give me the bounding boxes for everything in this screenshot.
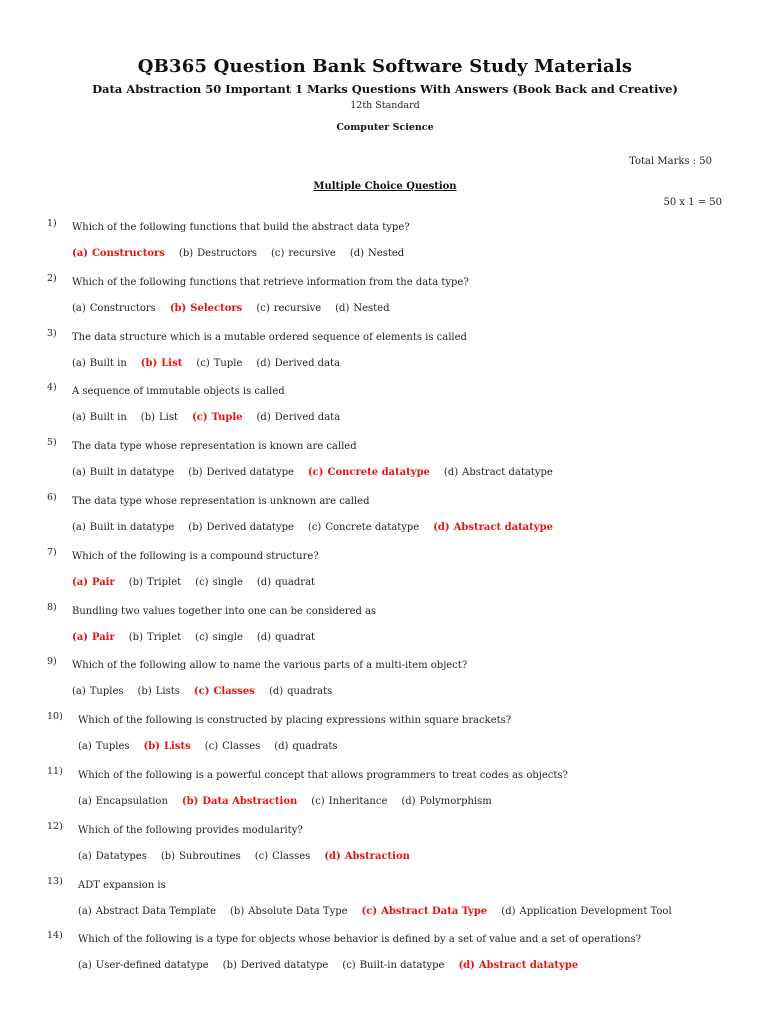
option-text: Tuple xyxy=(213,357,243,369)
option-text: recursive xyxy=(273,302,322,314)
section-title: Multiple Choice Question xyxy=(313,181,457,192)
question-number: 10) xyxy=(47,711,63,723)
question-text: Which of the following functions that retrieve information from the data type? xyxy=(72,276,469,288)
question-number: 1) xyxy=(47,218,57,229)
option-text: Application Development Tool xyxy=(519,905,672,917)
answer-option xyxy=(78,906,216,917)
answer-option xyxy=(350,248,404,259)
answer-option xyxy=(78,960,209,971)
question-options xyxy=(78,796,506,807)
option-label: (c) xyxy=(254,850,269,862)
option-label: (c) xyxy=(193,686,210,698)
page-subtitle: Data Abstraction 50 Important 1 Marks Questions With Answers (Book Back and Creative) xyxy=(92,82,678,96)
option-label: (d) xyxy=(401,796,416,807)
option-text: quadrat xyxy=(275,631,316,643)
answer-option xyxy=(311,796,387,807)
option-label: (a) xyxy=(72,357,86,369)
question-options xyxy=(72,632,329,643)
option-text: Lists xyxy=(155,686,180,698)
answer-option-correct xyxy=(362,906,488,917)
answer-option xyxy=(257,412,341,423)
option-text: Pair xyxy=(91,576,115,588)
option-label: (d) xyxy=(501,905,516,917)
question-options xyxy=(78,851,424,862)
question-text: A sequence of immutable objects is called xyxy=(72,386,285,398)
question-options xyxy=(78,960,592,971)
question-text: Bundling two values together into one can be considered as xyxy=(72,605,377,617)
option-text: recursive xyxy=(288,248,336,259)
question-number: 11) xyxy=(47,766,63,777)
answer-option xyxy=(72,358,127,369)
option-text: Absolute Data Type xyxy=(248,905,348,917)
question-number: 12) xyxy=(47,820,63,832)
option-text: Classes xyxy=(272,850,311,862)
option-label: (b) xyxy=(188,522,203,533)
option-label: (a) xyxy=(72,467,86,479)
option-text: Built in xyxy=(89,412,127,424)
answer-option-correct xyxy=(182,796,297,807)
question-number: 6) xyxy=(47,492,57,503)
option-text: quadrats xyxy=(287,686,333,698)
answer-option xyxy=(256,303,321,314)
question-number: 14) xyxy=(47,930,63,942)
answer-option xyxy=(72,467,174,478)
option-text: Derived datatype xyxy=(206,467,294,479)
answer-option-correct xyxy=(192,412,243,423)
answer-option xyxy=(78,851,147,862)
question-options xyxy=(78,741,352,752)
option-label: (d) xyxy=(335,302,350,314)
option-text: User-defined datatype xyxy=(95,960,209,972)
option-label: (b) xyxy=(178,248,194,259)
option-text: Classes xyxy=(213,686,255,698)
option-text: Nested xyxy=(368,248,405,259)
option-text: Constructors xyxy=(89,302,156,314)
question-text: The data type whose representation is known are called xyxy=(72,441,357,453)
answer-option-correct xyxy=(194,686,255,697)
answer-option xyxy=(72,412,127,423)
option-text: Pair xyxy=(91,631,115,643)
option-text: Abstract Data Type xyxy=(381,905,488,917)
option-label: (a) xyxy=(78,960,92,972)
question-text: Which of the following is a type for objects whose behavior is defined by a set of value and a set of operations? xyxy=(78,934,641,946)
option-text: Nested xyxy=(353,302,390,314)
option-label: (a) xyxy=(78,796,92,807)
option-label: (c) xyxy=(311,796,325,807)
option-label: (a) xyxy=(72,302,86,314)
option-label: (b) xyxy=(137,686,152,698)
answer-option-correct xyxy=(324,851,410,862)
option-text: quadrat xyxy=(275,576,316,588)
answer-option xyxy=(138,686,180,697)
option-label: (b) xyxy=(140,412,156,424)
question-options xyxy=(72,358,354,369)
option-label: (b) xyxy=(169,302,187,314)
option-label: (a) xyxy=(72,248,88,259)
question-text: The data structure which is a mutable ordered sequence of elements is called xyxy=(72,331,467,343)
option-text: Selectors xyxy=(190,302,243,314)
subject-label: Computer Science xyxy=(336,122,434,133)
question-text: Which of the following is constructed by placing expressions within square brackets? xyxy=(78,715,512,727)
option-text: Abstract datatype xyxy=(453,522,553,533)
option-label: (b) xyxy=(140,357,158,369)
option-text: Tuple xyxy=(211,412,243,424)
question-text: Which of the following is a compound structure? xyxy=(72,550,319,562)
answer-option xyxy=(271,248,336,259)
answer-option xyxy=(205,741,261,752)
option-text: Concrete datatype xyxy=(325,522,420,533)
option-text: Inheritance xyxy=(328,796,388,807)
question-options xyxy=(72,522,567,533)
question-options xyxy=(72,577,329,588)
option-label: (d) xyxy=(433,522,450,533)
option-label: (d) xyxy=(256,631,272,643)
option-text: quadrats xyxy=(292,741,338,753)
option-label: (d) xyxy=(256,357,271,369)
option-text: Abstract datatype xyxy=(462,467,553,479)
option-label: (d) xyxy=(349,248,365,259)
standard-label: 12th Standard xyxy=(350,100,420,111)
answer-option xyxy=(257,632,315,643)
answer-option xyxy=(129,632,181,643)
option-text: List xyxy=(161,357,183,369)
option-text: Derived datatype xyxy=(206,522,294,533)
question-number: 8) xyxy=(47,601,57,613)
option-text: Derived datatype xyxy=(240,960,329,972)
answer-option xyxy=(269,686,332,697)
option-label: (c) xyxy=(342,960,356,972)
option-text: Constructors xyxy=(91,248,165,259)
question-number: 9) xyxy=(47,656,57,668)
option-label: (c) xyxy=(307,522,322,533)
option-label: (b) xyxy=(181,796,199,807)
answer-option xyxy=(223,960,329,971)
answer-option xyxy=(188,467,294,478)
option-label: (c) xyxy=(271,248,285,259)
question-options xyxy=(72,248,418,259)
option-text: Built in datatype xyxy=(89,467,175,479)
option-label: (a) xyxy=(72,686,86,698)
answer-option xyxy=(72,303,156,314)
answer-option xyxy=(188,522,294,533)
option-text: Encapsulation xyxy=(95,796,168,807)
option-text: Polymorphism xyxy=(419,796,492,807)
question-text: Which of the following functions that build the abstract data type? xyxy=(72,222,410,233)
option-text: Destructors xyxy=(197,248,257,259)
option-text: Subroutines xyxy=(179,850,241,862)
answer-option-correct xyxy=(72,248,165,259)
answer-option xyxy=(257,577,315,588)
option-text: Lists xyxy=(164,741,191,753)
question-text: Which of the following is a powerful concept that allows programmers to treat codes as objects? xyxy=(78,770,568,781)
answer-option xyxy=(256,358,340,369)
option-text: Abstract datatype xyxy=(478,960,579,972)
answer-option xyxy=(196,358,242,369)
question-options xyxy=(78,906,686,917)
option-label: (a) xyxy=(78,850,92,862)
option-label: (a) xyxy=(72,631,88,643)
option-text: single xyxy=(212,631,243,643)
answer-option-correct xyxy=(458,960,578,971)
question-number: 7) xyxy=(47,546,57,558)
option-label: (c) xyxy=(256,302,270,314)
option-label: (c) xyxy=(192,412,208,424)
answer-option xyxy=(501,906,671,917)
answer-option xyxy=(401,796,491,807)
answer-option-correct xyxy=(144,741,191,752)
question-number: 13) xyxy=(47,875,63,887)
option-label: (a) xyxy=(78,905,92,917)
option-text: Tuples xyxy=(89,686,124,698)
option-label: (b) xyxy=(160,850,176,862)
question-options xyxy=(72,467,567,478)
option-text: Abstract Data Template xyxy=(95,905,217,917)
option-text: Derived data xyxy=(274,357,341,369)
answer-option-correct xyxy=(72,577,115,588)
option-text: Concrete datatype xyxy=(327,467,430,479)
option-text: Built in datatype xyxy=(89,522,175,533)
answer-option-correct xyxy=(72,632,115,643)
answer-option-correct xyxy=(308,467,430,478)
option-label: (b) xyxy=(128,631,143,643)
answer-option xyxy=(195,577,243,588)
option-label: (b) xyxy=(230,905,245,917)
option-label: (b) xyxy=(128,576,143,588)
option-label: (c) xyxy=(195,576,209,588)
answer-option xyxy=(335,303,389,314)
option-label: (a) xyxy=(72,576,88,588)
option-text: Classes xyxy=(222,741,261,753)
question-options xyxy=(72,412,354,423)
answer-option xyxy=(129,577,181,588)
answer-option xyxy=(78,796,168,807)
answer-option xyxy=(342,960,444,971)
option-label: (d) xyxy=(268,686,284,698)
answer-option xyxy=(72,522,174,533)
question-number: 4) xyxy=(47,382,57,394)
option-label: (d) xyxy=(256,576,272,588)
option-text: Datatypes xyxy=(95,850,147,862)
marks-scheme: 50 x 1 = 50 xyxy=(663,197,722,208)
question-options xyxy=(72,303,404,314)
option-text: List xyxy=(159,412,179,424)
question-number: 5) xyxy=(47,437,57,449)
page-title: QB365 Question Bank Software Study Materials xyxy=(137,56,633,77)
option-text: Triplet xyxy=(146,576,182,588)
option-text: Tuples xyxy=(95,741,130,753)
option-label: (c) xyxy=(204,741,219,753)
question-text: Which of the following allow to name the various parts of a multi-item object? xyxy=(72,660,468,672)
option-label: (c) xyxy=(307,467,324,479)
option-text: Data Abstraction xyxy=(202,796,298,807)
answer-option xyxy=(274,741,337,752)
question-options xyxy=(72,686,346,697)
option-label: (b) xyxy=(143,741,160,753)
option-text: Built-in datatype xyxy=(359,960,445,972)
answer-option xyxy=(195,632,243,643)
total-marks: Total Marks : 50 xyxy=(629,156,712,167)
answer-option xyxy=(230,906,348,917)
answer-option xyxy=(179,248,257,259)
answer-option xyxy=(72,686,124,697)
option-label: (c) xyxy=(361,905,378,917)
option-label: (b) xyxy=(222,960,237,972)
question-number: 3) xyxy=(47,327,57,339)
question-number: 2) xyxy=(47,272,57,284)
option-text: Triplet xyxy=(146,631,182,643)
question-text: Which of the following provides modularity? xyxy=(78,824,303,836)
option-text: single xyxy=(212,576,243,588)
answer-option-correct xyxy=(433,522,553,533)
answer-option xyxy=(444,467,553,478)
option-label: (c) xyxy=(196,357,210,369)
answer-option xyxy=(255,851,311,862)
answer-option-correct xyxy=(141,358,183,369)
answer-option-correct xyxy=(170,303,243,314)
option-text: Derived data xyxy=(274,412,341,424)
option-label: (d) xyxy=(443,467,459,479)
question-text: ADT expansion is xyxy=(78,879,166,891)
answer-option xyxy=(161,851,241,862)
option-label: (a) xyxy=(72,522,86,533)
option-label: (d) xyxy=(274,741,289,753)
option-label: (c) xyxy=(195,631,209,643)
answer-option xyxy=(141,412,178,423)
option-text: Built in xyxy=(89,357,127,369)
option-label: (d) xyxy=(324,850,341,862)
answer-option xyxy=(78,741,130,752)
question-text: The data type whose representation is unknown are called xyxy=(72,496,370,507)
answer-option xyxy=(308,522,419,533)
option-label: (d) xyxy=(458,960,475,972)
option-text: Abstraction xyxy=(344,850,410,862)
option-label: (a) xyxy=(78,741,92,753)
option-label: (b) xyxy=(188,467,203,479)
option-label: (a) xyxy=(72,412,86,424)
option-label: (d) xyxy=(256,412,271,424)
